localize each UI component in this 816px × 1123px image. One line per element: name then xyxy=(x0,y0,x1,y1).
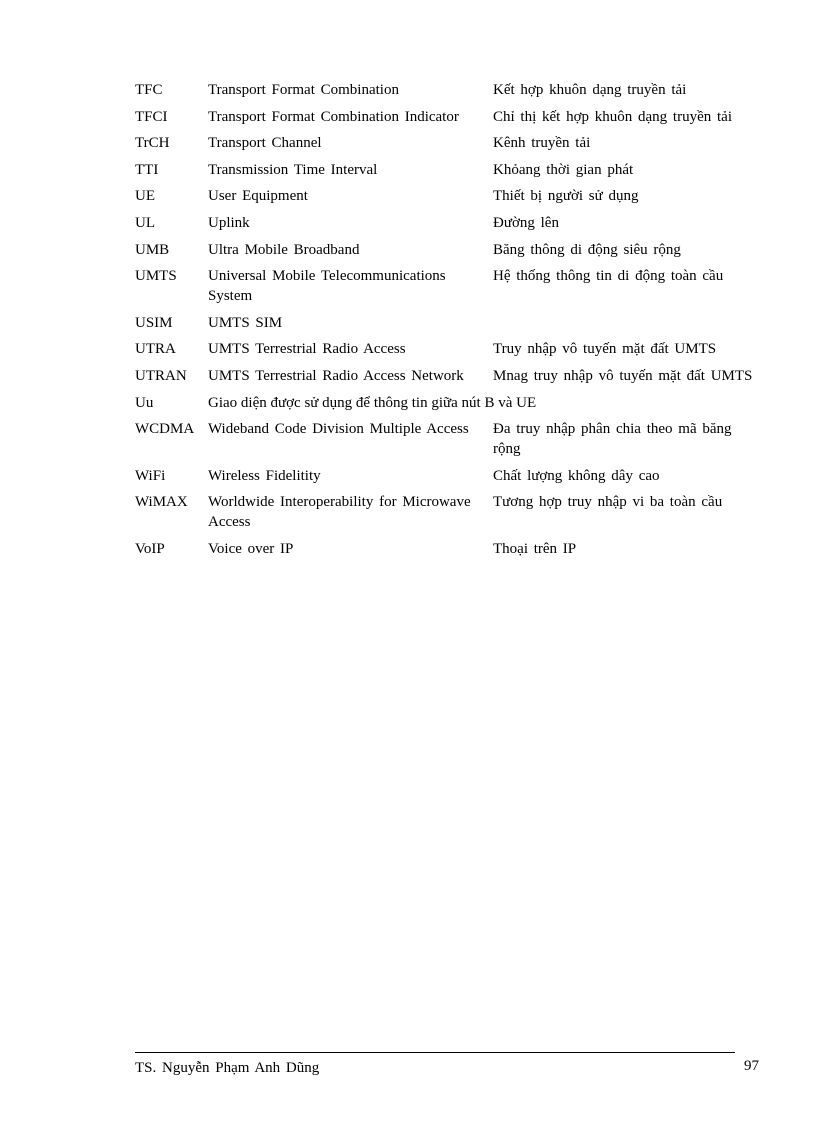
abbreviation-definition: Giao diện được sử dụng để thông tin giữa nút B và UE xyxy=(208,394,537,411)
vietnamese-translation: Truy nhập vô tuyến mặt đất UMTS xyxy=(493,341,717,358)
abbreviation-row xyxy=(135,393,765,413)
abbreviation-term: TrCH xyxy=(135,135,170,152)
vietnamese-translation: Kết hợp khuôn dạng truyền tải xyxy=(493,82,687,98)
english-expansion: Wideband Code Division Multiple Access xyxy=(208,421,469,438)
abbreviation-term: TFCI xyxy=(135,108,168,125)
english-expansion: Uplink xyxy=(208,214,250,231)
abbreviation-row xyxy=(135,539,765,559)
abbreviation-term: UL xyxy=(135,214,155,231)
abbreviation-table xyxy=(135,80,765,566)
abbreviation-row xyxy=(135,107,765,127)
abbreviation-term: UMB xyxy=(135,241,170,258)
english-expansion: Transport Channel xyxy=(208,135,322,152)
abbreviation-term: WiFi xyxy=(135,467,166,484)
abbreviation-row xyxy=(135,339,765,359)
vietnamese-translation: Đường lên xyxy=(493,214,559,231)
english-expansion: UMTS Terrestrial Radio Access Network xyxy=(208,367,464,384)
vietnamese-translation: Kênh truyền tải xyxy=(493,135,591,152)
vietnamese-translation: Chỉ thị kết hợp khuôn dạng truyền tải xyxy=(493,108,732,125)
abbreviation-term: USIM xyxy=(135,314,173,331)
abbreviation-term: WCDMA xyxy=(135,421,195,438)
vietnamese-translation: Chất lượng không dây cao xyxy=(493,467,660,484)
abbreviation-term: TFC xyxy=(135,82,163,98)
vietnamese-translation: Tương hợp truy nhập vi ba toàn cầu xyxy=(493,494,723,511)
abbreviation-row xyxy=(135,419,765,459)
abbreviation-term: UTRA xyxy=(135,341,176,358)
abbreviation-row xyxy=(135,313,765,333)
english-expansion: Ultra Mobile Broadband xyxy=(208,241,360,258)
abbreviation-term: Uu xyxy=(135,394,154,411)
vietnamese-translation: Mnag truy nhập vô tuyến mặt đất UMTS xyxy=(493,367,753,384)
abbreviation-row xyxy=(135,492,765,532)
vietnamese-translation: Đa truy nhập phân chia theo mã băng rộng xyxy=(493,421,732,458)
vietnamese-translation: Khỏang thời gian phát xyxy=(493,161,634,178)
abbreviation-term: WiMAX xyxy=(135,494,188,511)
vietnamese-translation: Thiết bị người sử dụng xyxy=(493,188,639,205)
abbreviation-row xyxy=(135,466,765,486)
abbreviation-row xyxy=(135,240,765,260)
abbreviation-row xyxy=(135,80,765,100)
english-expansion: User Equipment xyxy=(208,188,308,205)
abbreviation-term: TTI xyxy=(135,161,159,178)
footer-divider xyxy=(135,1052,735,1053)
abbreviation-row xyxy=(135,160,765,180)
abbreviation-row xyxy=(135,213,765,233)
abbreviation-term: VoIP xyxy=(135,540,165,557)
abbreviation-term: UMTS xyxy=(135,268,177,285)
english-expansion: Worldwide Interoperability for Microwave Access xyxy=(208,494,471,531)
vietnamese-translation: Hệ thống thông tin di động toàn cầu xyxy=(493,268,724,285)
english-expansion: Transmission Time Interval xyxy=(208,161,378,178)
english-expansion: Universal Mobile Telecommunications System xyxy=(208,268,446,305)
abbreviation-row xyxy=(135,133,765,153)
english-expansion: UMTS Terrestrial Radio Access xyxy=(208,341,406,358)
abbreviation-term: UE xyxy=(135,188,155,205)
english-expansion: Transport Format Combination Indicator xyxy=(208,108,459,125)
page-number: 97 xyxy=(744,1058,759,1074)
english-expansion: Wireless Fidelitity xyxy=(208,467,321,484)
english-expansion: Transport Format Combination xyxy=(208,82,399,98)
vietnamese-translation: Băng thông di động siêu rộng xyxy=(493,241,681,258)
footer-author: TS. Nguyễn Phạm Anh Dũng xyxy=(135,1060,320,1076)
vietnamese-translation: Thoại trên IP xyxy=(493,540,577,557)
abbreviation-row xyxy=(135,266,765,306)
abbreviation-row xyxy=(135,186,765,206)
english-expansion: UMTS SIM xyxy=(208,314,283,331)
abbreviation-row xyxy=(135,366,765,386)
english-expansion: Voice over IP xyxy=(208,540,294,557)
abbreviation-term: UTRAN xyxy=(135,367,187,384)
